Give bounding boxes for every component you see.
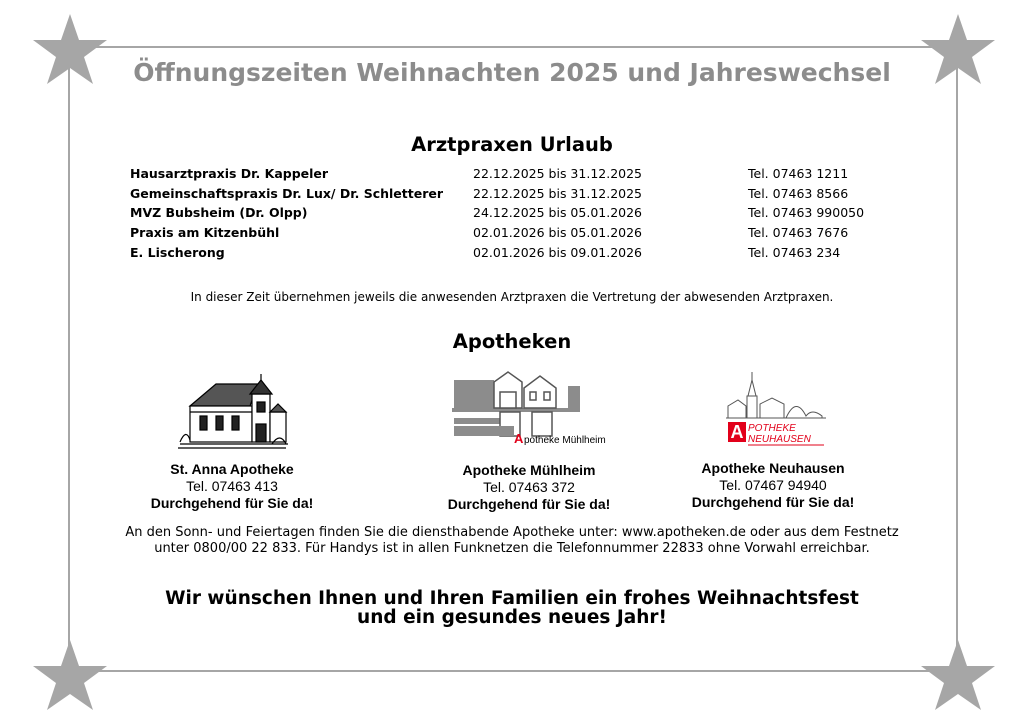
practice-dates: 02.01.2026 bis 09.01.2026: [473, 244, 643, 260]
practice-dates: 02.01.2026 bis 05.01.2026: [473, 225, 643, 241]
practice-tel: Tel. 07463 1211: [748, 166, 849, 181]
neuhausen-logo-text-1: POTHEKE: [748, 423, 796, 434]
pharmacy-muehlheim: [404, 462, 654, 513]
emergency-info: [0, 525, 1024, 557]
practice-tel: Tel. 07463 7676: [748, 225, 849, 241]
emergency-info-line: unter 0800/00 22 833. Für Handys ist in allen Funknetzen die Telefonnummer 22833 ohne Vorwahl erreichbar.: [154, 541, 870, 556]
holiday-wishes: [0, 589, 1024, 627]
pharmacy-tel: Tel. 07463 372: [483, 479, 575, 495]
star-icon-bottom-right: [920, 638, 996, 712]
pharmacy-name: Apotheke Mühlheim: [462, 462, 596, 478]
practice-row: [130, 166, 890, 186]
practice-tel: Tel. 07463 8566: [748, 185, 849, 201]
pharmacy-name: Apotheke Neuhausen: [701, 460, 845, 476]
apotheke-muehlheim-logo: [448, 368, 612, 448]
practice-row: [130, 225, 890, 245]
pharmacy-st-anna: [107, 461, 357, 512]
pharmacy-tel: Tel. 07463 413: [186, 478, 278, 494]
practices-heading: Arztpraxen Urlaub: [411, 133, 613, 156]
practice-name: MVZ Bubsheim (Dr. Olpp): [130, 205, 308, 221]
practice-row: [130, 205, 890, 225]
practice-tel: Tel. 07463 234: [748, 244, 841, 260]
muehlheim-logo-letter: A: [514, 431, 524, 446]
practice-tel: Tel. 07463 990050: [748, 205, 865, 221]
st-anna-church-logo: [176, 372, 290, 452]
practices-table: [130, 166, 890, 264]
practice-row: [130, 245, 890, 265]
practice-name: E. Lischerong: [130, 244, 225, 260]
practices-note: In dieser Zeit übernehmen jeweils die anwesenden Arztpraxen die Vertretung der abwesenden Arztpraxen.: [190, 290, 834, 304]
emergency-info-line: An den Sonn- und Feiertagen finden Sie die diensthabende Apotheke unter: www.apotheken.de oder aus dem Festnetz: [125, 525, 899, 540]
wishes-line: und ein gesundes neues Jahr!: [357, 607, 667, 628]
practice-dates: 24.12.2025 bis 05.01.2026: [473, 205, 643, 221]
neuhausen-logo-text-2: NEUHAUSEN: [748, 434, 811, 445]
apotheke-neuhausen-logo: [726, 370, 826, 450]
page-title: Öffnungszeiten Weihnachten 2025 und Jahreswechsel: [133, 58, 891, 87]
practice-dates: 22.12.2025 bis 31.12.2025: [473, 166, 643, 181]
pharmacy-slogan: Durchgehend für Sie da!: [691, 494, 855, 510]
pharmacy-slogan: Durchgehend für Sie da!: [150, 495, 314, 511]
pharmacy-name: St. Anna Apotheke: [170, 461, 294, 477]
wishes-line: Wir wünschen Ihnen und Ihren Familien ein frohes Weihnachtsfest: [165, 588, 859, 609]
practice-dates: 22.12.2025 bis 31.12.2025: [473, 185, 643, 201]
practice-name: Praxis am Kitzenbühl: [130, 225, 280, 241]
pharmacy-slogan: Durchgehend für Sie da!: [447, 496, 611, 512]
star-icon-bottom-left: [32, 638, 108, 712]
practice-row: [130, 186, 890, 206]
pharmacy-tel: Tel. 07467 94940: [719, 477, 827, 493]
pharmacies-heading: Apotheken: [452, 330, 572, 353]
practice-name: Hausarztpraxis Dr. Kappeler: [130, 166, 329, 181]
muehlheim-logo-text: potheke Mühlheim: [524, 435, 606, 446]
practice-name: Gemeinschaftspraxis Dr. Lux/ Dr. Schletterer: [130, 185, 444, 201]
pharmacy-neuhausen: [648, 460, 898, 511]
neuhausen-logo-letter: A: [730, 422, 744, 442]
